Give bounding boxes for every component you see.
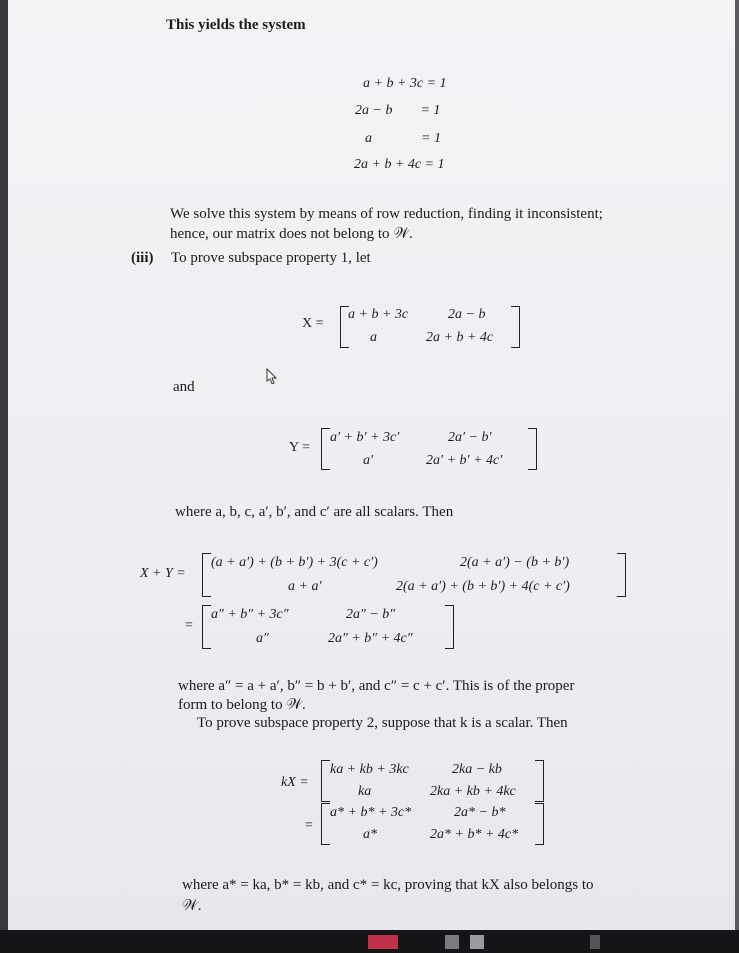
taskbar-icon[interactable] bbox=[470, 935, 484, 949]
kx-result-eq: = bbox=[305, 818, 313, 833]
step-text: To prove subspace property 1, let bbox=[171, 250, 371, 266]
solve-line-2: hence, our matrix does not belong to 𝒲. bbox=[170, 226, 413, 242]
taskbar-icon[interactable] bbox=[445, 935, 459, 949]
mouse-cursor-icon bbox=[265, 368, 279, 384]
intro-text: This yields the system bbox=[166, 17, 306, 33]
sum-result-eq: = bbox=[185, 618, 193, 633]
matrix-y-bracket-left bbox=[321, 428, 330, 470]
sum-matrix-lhs: X + Y = bbox=[140, 566, 186, 581]
scalars-text: where a, b, c, a′, b′, and c′ are all scalars. Then bbox=[175, 504, 454, 520]
and-text: and bbox=[173, 379, 195, 395]
solve-line-1: We solve this system by means of row reduction, finding it inconsistent; bbox=[170, 206, 603, 222]
step-label: (iii) bbox=[131, 250, 154, 266]
monitor-bezel-left bbox=[0, 0, 8, 953]
matrix-x-bracket-right bbox=[511, 306, 520, 348]
kx-matrix-r2c1: ka bbox=[358, 784, 372, 799]
document-page bbox=[8, 0, 735, 930]
matrix-x-lhs: X = bbox=[302, 316, 324, 331]
equation-3: a = 1 bbox=[365, 131, 441, 146]
kx-matrix-r1c2: 2ka − kb bbox=[452, 762, 502, 777]
matrix-y-r1c2: 2a′ − b′ bbox=[448, 430, 492, 445]
final-line-2: 𝒲. bbox=[182, 898, 202, 914]
sum-matrix-r2c1: a + a′ bbox=[288, 579, 322, 594]
matrix-y-bracket-right bbox=[528, 428, 537, 470]
sum-matrix-r2c2: 2(a + a′) + (b + b′) + 4(c + c′) bbox=[396, 579, 570, 594]
taskbar-app-icon[interactable] bbox=[368, 935, 398, 949]
kx-matrix-bracket-left bbox=[321, 760, 330, 802]
matrix-x-r1c2: 2a − b bbox=[448, 307, 486, 322]
matrix-y-r1c1: a′ + b′ + 3c′ bbox=[330, 430, 400, 445]
final-line-1: where a* = ka, b* = kb, and c* = kc, proving that kX also belongs to bbox=[182, 877, 594, 893]
matrix-y-lhs: Y = bbox=[289, 440, 310, 455]
kx-result-bracket-left bbox=[321, 803, 330, 845]
kx-result-r1c1: a* + b* + 3c* bbox=[330, 805, 412, 820]
sum-result-r1c2: 2a″ − b″ bbox=[346, 607, 396, 622]
where-prime-line-2: form to belong to 𝒲. bbox=[178, 697, 306, 713]
sum-matrix-bracket-right bbox=[617, 553, 626, 597]
equation-4: 2a + b + 4c = 1 bbox=[354, 157, 445, 172]
kx-result-r2c1: a* bbox=[363, 827, 377, 842]
kx-matrix-r2c2: 2ka + kb + 4kc bbox=[430, 784, 516, 799]
sum-matrix-r1c2: 2(a + a′) − (b + b′) bbox=[460, 555, 570, 570]
sum-matrix-r1c1: (a + a′) + (b + b′) + 3(c + c′) bbox=[211, 555, 378, 570]
kx-result-r1c2: 2a* − b* bbox=[454, 805, 506, 820]
matrix-y-r2c1: a′ bbox=[363, 453, 374, 468]
monitor-bezel-right bbox=[735, 0, 739, 953]
sum-result-bracket-right bbox=[445, 605, 454, 649]
kx-matrix-bracket-right bbox=[535, 760, 544, 802]
where-prime-line-1: where a″ = a + a′, b″ = b + b′, and c″ = c + c′. This is of the proper bbox=[178, 678, 575, 694]
equation-1: a + b + 3c = 1 bbox=[363, 76, 447, 91]
sum-result-bracket-left bbox=[202, 605, 211, 649]
sum-matrix-bracket-left bbox=[202, 553, 211, 597]
equation-2: 2a − b = 1 bbox=[355, 103, 441, 118]
system-tray-icon[interactable] bbox=[590, 935, 600, 949]
where-prime-line-3: To prove subspace property 2, suppose that k is a scalar. Then bbox=[197, 715, 568, 731]
sum-result-r1c1: a″ + b″ + 3c″ bbox=[211, 607, 289, 622]
matrix-x-r2c1: a bbox=[370, 330, 377, 345]
kx-result-r2c2: 2a* + b* + 4c* bbox=[430, 827, 519, 842]
sum-result-r2c2: 2a″ + b″ + 4c″ bbox=[328, 631, 413, 646]
matrix-x-r1c1: a + b + 3c bbox=[348, 307, 409, 322]
kx-matrix-r1c1: ka + kb + 3kc bbox=[330, 762, 409, 777]
kx-matrix-lhs: kX = bbox=[281, 775, 309, 790]
kx-result-bracket-right bbox=[535, 803, 544, 845]
sum-result-r2c1: a″ bbox=[256, 631, 269, 646]
matrix-y-r2c2: 2a′ + b′ + 4c′ bbox=[426, 453, 503, 468]
matrix-x-r2c2: 2a + b + 4c bbox=[426, 330, 494, 345]
